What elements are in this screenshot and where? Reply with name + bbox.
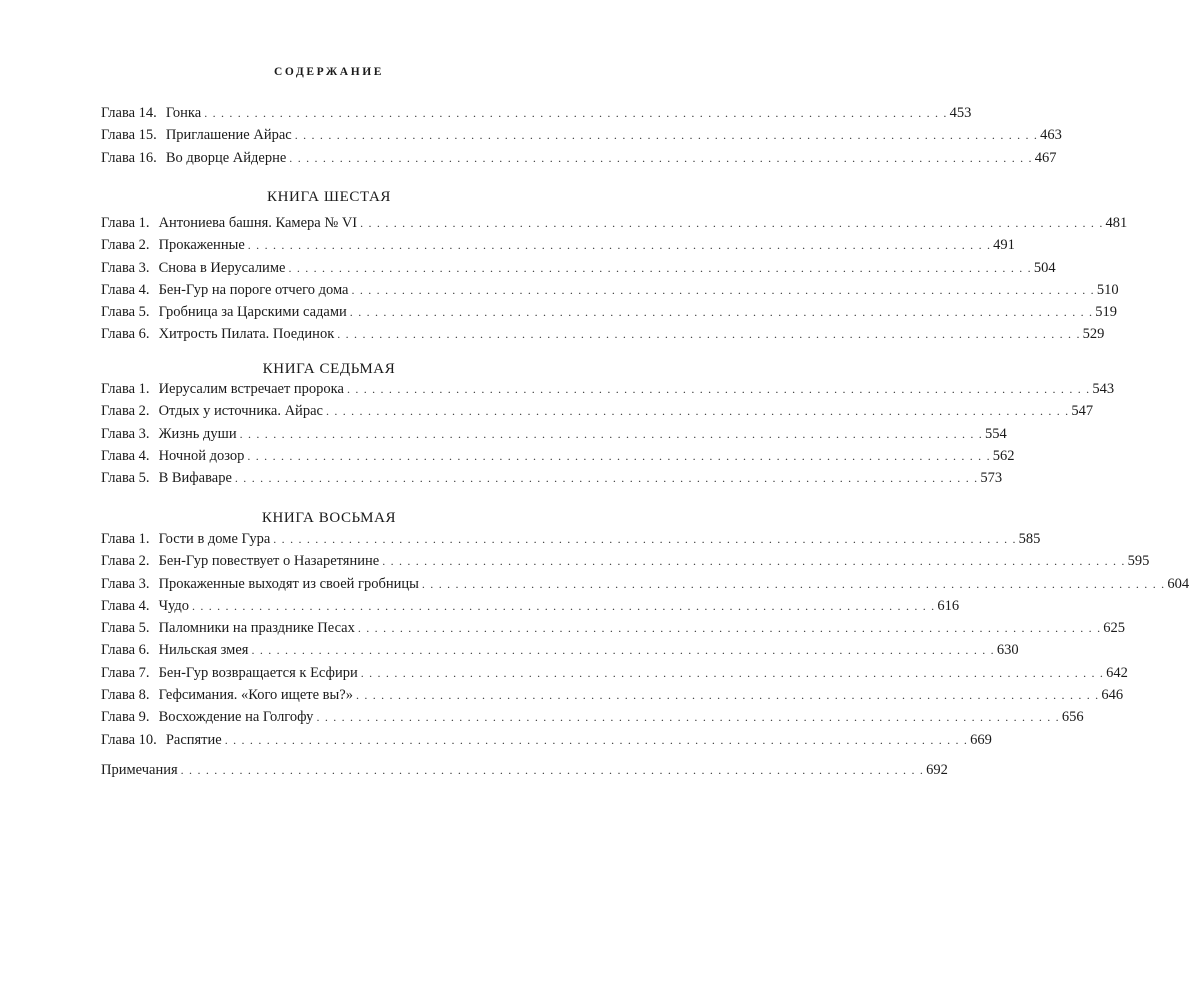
toc-entry[interactable] bbox=[101, 664, 1128, 686]
chapter-title: Приглашение Айрас bbox=[165, 127, 292, 144]
dot-leader bbox=[240, 425, 983, 443]
notes-entry[interactable] bbox=[101, 761, 948, 783]
toc-entry[interactable] bbox=[101, 149, 1057, 171]
toc-entry[interactable] bbox=[101, 402, 1094, 424]
page-number: 585 bbox=[1018, 531, 1041, 547]
chapter-number: Глава 7. bbox=[101, 664, 150, 681]
page-number: 669 bbox=[970, 731, 992, 748]
dot-leader bbox=[235, 469, 978, 487]
page-number: 519 bbox=[1095, 304, 1117, 321]
chapter-title: Жизнь души bbox=[158, 425, 237, 442]
chapter-number: Глава 2. bbox=[101, 553, 150, 570]
dot-leader bbox=[295, 126, 1038, 144]
notes-title: Примечания bbox=[101, 762, 178, 778]
page-number: 554 bbox=[985, 425, 1007, 442]
toc-entry[interactable] bbox=[101, 425, 1007, 447]
toc-section-continued bbox=[101, 104, 1062, 171]
dot-leader bbox=[247, 447, 990, 465]
chapter-title: Прокаженные bbox=[158, 237, 245, 254]
chapter-number: Глава 1. bbox=[101, 381, 150, 397]
page-number: 543 bbox=[1092, 381, 1115, 397]
toc-entry[interactable] bbox=[101, 380, 1115, 402]
chapter-number: Глава 4. bbox=[101, 447, 150, 464]
page-number: 491 bbox=[993, 237, 1015, 254]
chapter-title: Восхождение на Голгофу bbox=[158, 709, 314, 726]
dot-leader bbox=[337, 325, 1080, 343]
chapter-number: Глава 5. bbox=[101, 620, 150, 637]
chapter-number: Глава 1. bbox=[101, 215, 150, 231]
chapter-title: Гости в доме Гура bbox=[158, 531, 271, 547]
page-number: 504 bbox=[1033, 259, 1056, 276]
toc-entry[interactable] bbox=[101, 552, 1150, 574]
dot-leader bbox=[181, 761, 924, 779]
page-number: 692 bbox=[926, 762, 948, 778]
page-number: 573 bbox=[980, 470, 1003, 487]
chapter-number: Глава 15. bbox=[101, 127, 157, 144]
dot-leader bbox=[273, 530, 1016, 548]
dot-leader bbox=[347, 380, 1090, 398]
chapter-title: Снова в Иерусалиме bbox=[158, 259, 286, 276]
chapter-title: Бен-Гур на пороге отчего дома bbox=[158, 281, 349, 298]
toc-entry[interactable] bbox=[101, 575, 1189, 597]
dot-leader bbox=[356, 686, 1099, 704]
chapter-title: Паломники на празднике Песах bbox=[158, 620, 355, 637]
chapter-title: Ночной дозор bbox=[158, 447, 245, 464]
page-number: 604 bbox=[1167, 575, 1189, 592]
toc-entry[interactable] bbox=[101, 469, 1003, 491]
page-number: 481 bbox=[1105, 215, 1128, 231]
dot-leader bbox=[422, 575, 1165, 593]
chapter-number: Глава 10. bbox=[101, 731, 157, 748]
chapter-number: Глава 5. bbox=[101, 304, 150, 321]
dot-leader bbox=[288, 259, 1031, 277]
chapter-number: Глава 6. bbox=[101, 326, 150, 343]
chapter-title: Бен-Гур возвращается к Есфири bbox=[158, 664, 358, 681]
page-number: 646 bbox=[1101, 687, 1124, 704]
toc-entry[interactable] bbox=[101, 126, 1062, 148]
chapter-number: Глава 3. bbox=[101, 259, 150, 276]
page-number: 529 bbox=[1082, 326, 1105, 343]
chapter-number: Глава 3. bbox=[101, 575, 150, 592]
running-head: СОДЕРЖАНИЕ bbox=[273, 66, 385, 78]
toc-entry[interactable] bbox=[101, 708, 1084, 730]
toc-entry[interactable] bbox=[101, 214, 1128, 236]
dot-leader bbox=[360, 214, 1103, 232]
chapter-number: Глава 4. bbox=[101, 597, 150, 614]
toc-entry[interactable] bbox=[101, 731, 992, 753]
toc-entry[interactable] bbox=[101, 641, 1019, 663]
chapter-number: Глава 3. bbox=[101, 425, 150, 442]
chapter-title: Гонка bbox=[165, 105, 202, 121]
page-number: 562 bbox=[992, 447, 1015, 464]
toc-section-book-seven bbox=[101, 380, 1115, 491]
chapter-number: Глава 5. bbox=[101, 470, 150, 487]
dot-leader bbox=[316, 708, 1059, 726]
chapter-number: Глава 16. bbox=[101, 149, 157, 166]
book-eight-title: КНИГА ВОСЬМАЯ bbox=[261, 510, 397, 526]
page-number: 453 bbox=[949, 105, 972, 121]
chapter-title: В Вифаваре bbox=[158, 470, 232, 487]
toc-entry[interactable] bbox=[101, 281, 1119, 303]
toc-entry[interactable] bbox=[101, 259, 1056, 281]
page-number: 642 bbox=[1106, 664, 1128, 681]
book-seven-title: КНИГА СЕДЬМАЯ bbox=[262, 361, 396, 377]
toc-entry[interactable] bbox=[101, 303, 1117, 325]
chapter-title: Отдых у источника. Айрас bbox=[158, 403, 323, 420]
page-number: 547 bbox=[1071, 403, 1094, 420]
chapter-title: Чудо bbox=[158, 597, 189, 614]
page-number: 625 bbox=[1103, 620, 1126, 637]
toc-notes bbox=[101, 761, 948, 783]
chapter-number: Глава 8. bbox=[101, 687, 150, 704]
chapter-number: Глава 6. bbox=[101, 642, 150, 659]
dot-leader bbox=[350, 303, 1093, 321]
toc-entry[interactable] bbox=[101, 530, 1041, 552]
chapter-title: Во дворце Айдерне bbox=[165, 149, 287, 166]
chapter-title: Распятие bbox=[165, 731, 222, 748]
chapter-title: Нильская змея bbox=[158, 642, 249, 659]
page-number: 510 bbox=[1096, 281, 1119, 298]
chapter-title: Бен-Гур повествует о Назаретянине bbox=[158, 553, 380, 570]
dot-leader bbox=[351, 281, 1094, 299]
book-six-title: КНИГА ШЕСТАЯ bbox=[266, 189, 392, 205]
toc-entry[interactable] bbox=[101, 447, 1015, 469]
toc-section-book-eight bbox=[101, 530, 1189, 753]
page-number: 656 bbox=[1061, 709, 1084, 726]
dot-leader bbox=[358, 619, 1101, 637]
toc-entry[interactable] bbox=[101, 686, 1124, 708]
dot-leader bbox=[192, 597, 935, 615]
toc-entry[interactable] bbox=[101, 236, 1015, 258]
chapter-title: Хитрость Пилата. Поединок bbox=[158, 326, 335, 343]
chapter-title: Гефсимания. «Кого ищете вы?» bbox=[158, 687, 353, 704]
toc-entry[interactable] bbox=[101, 325, 1105, 347]
chapter-title: Антониева башня. Камера № VI bbox=[158, 215, 358, 231]
dot-leader bbox=[248, 236, 991, 254]
dot-leader bbox=[361, 664, 1104, 682]
dot-leader bbox=[204, 104, 947, 122]
page-number: 616 bbox=[937, 597, 960, 614]
dot-leader bbox=[251, 641, 994, 659]
chapter-number: Глава 9. bbox=[101, 709, 150, 726]
page-number: 630 bbox=[996, 642, 1019, 659]
page-number: 463 bbox=[1040, 127, 1062, 144]
dot-leader bbox=[225, 731, 968, 749]
dot-leader bbox=[326, 402, 1069, 420]
chapter-number: Глава 14. bbox=[101, 105, 157, 121]
page-number: 595 bbox=[1127, 553, 1150, 570]
toc-entry[interactable] bbox=[101, 104, 972, 126]
chapter-number: Глава 2. bbox=[101, 403, 150, 420]
toc-entry[interactable] bbox=[101, 619, 1126, 641]
toc-entry[interactable] bbox=[101, 597, 960, 619]
chapter-title: Иерусалим встречает пророка bbox=[158, 381, 344, 397]
chapter-number: Глава 2. bbox=[101, 237, 150, 254]
dot-leader bbox=[289, 149, 1032, 167]
page-number: 467 bbox=[1034, 149, 1057, 166]
dot-leader bbox=[382, 552, 1125, 570]
chapter-number: Глава 1. bbox=[101, 531, 150, 547]
chapter-title: Гробница за Царскими садами bbox=[158, 304, 347, 321]
chapter-number: Глава 4. bbox=[101, 281, 150, 298]
toc-section-book-six bbox=[101, 214, 1128, 348]
chapter-title: Прокаженные выходят из своей гробницы bbox=[158, 575, 419, 592]
